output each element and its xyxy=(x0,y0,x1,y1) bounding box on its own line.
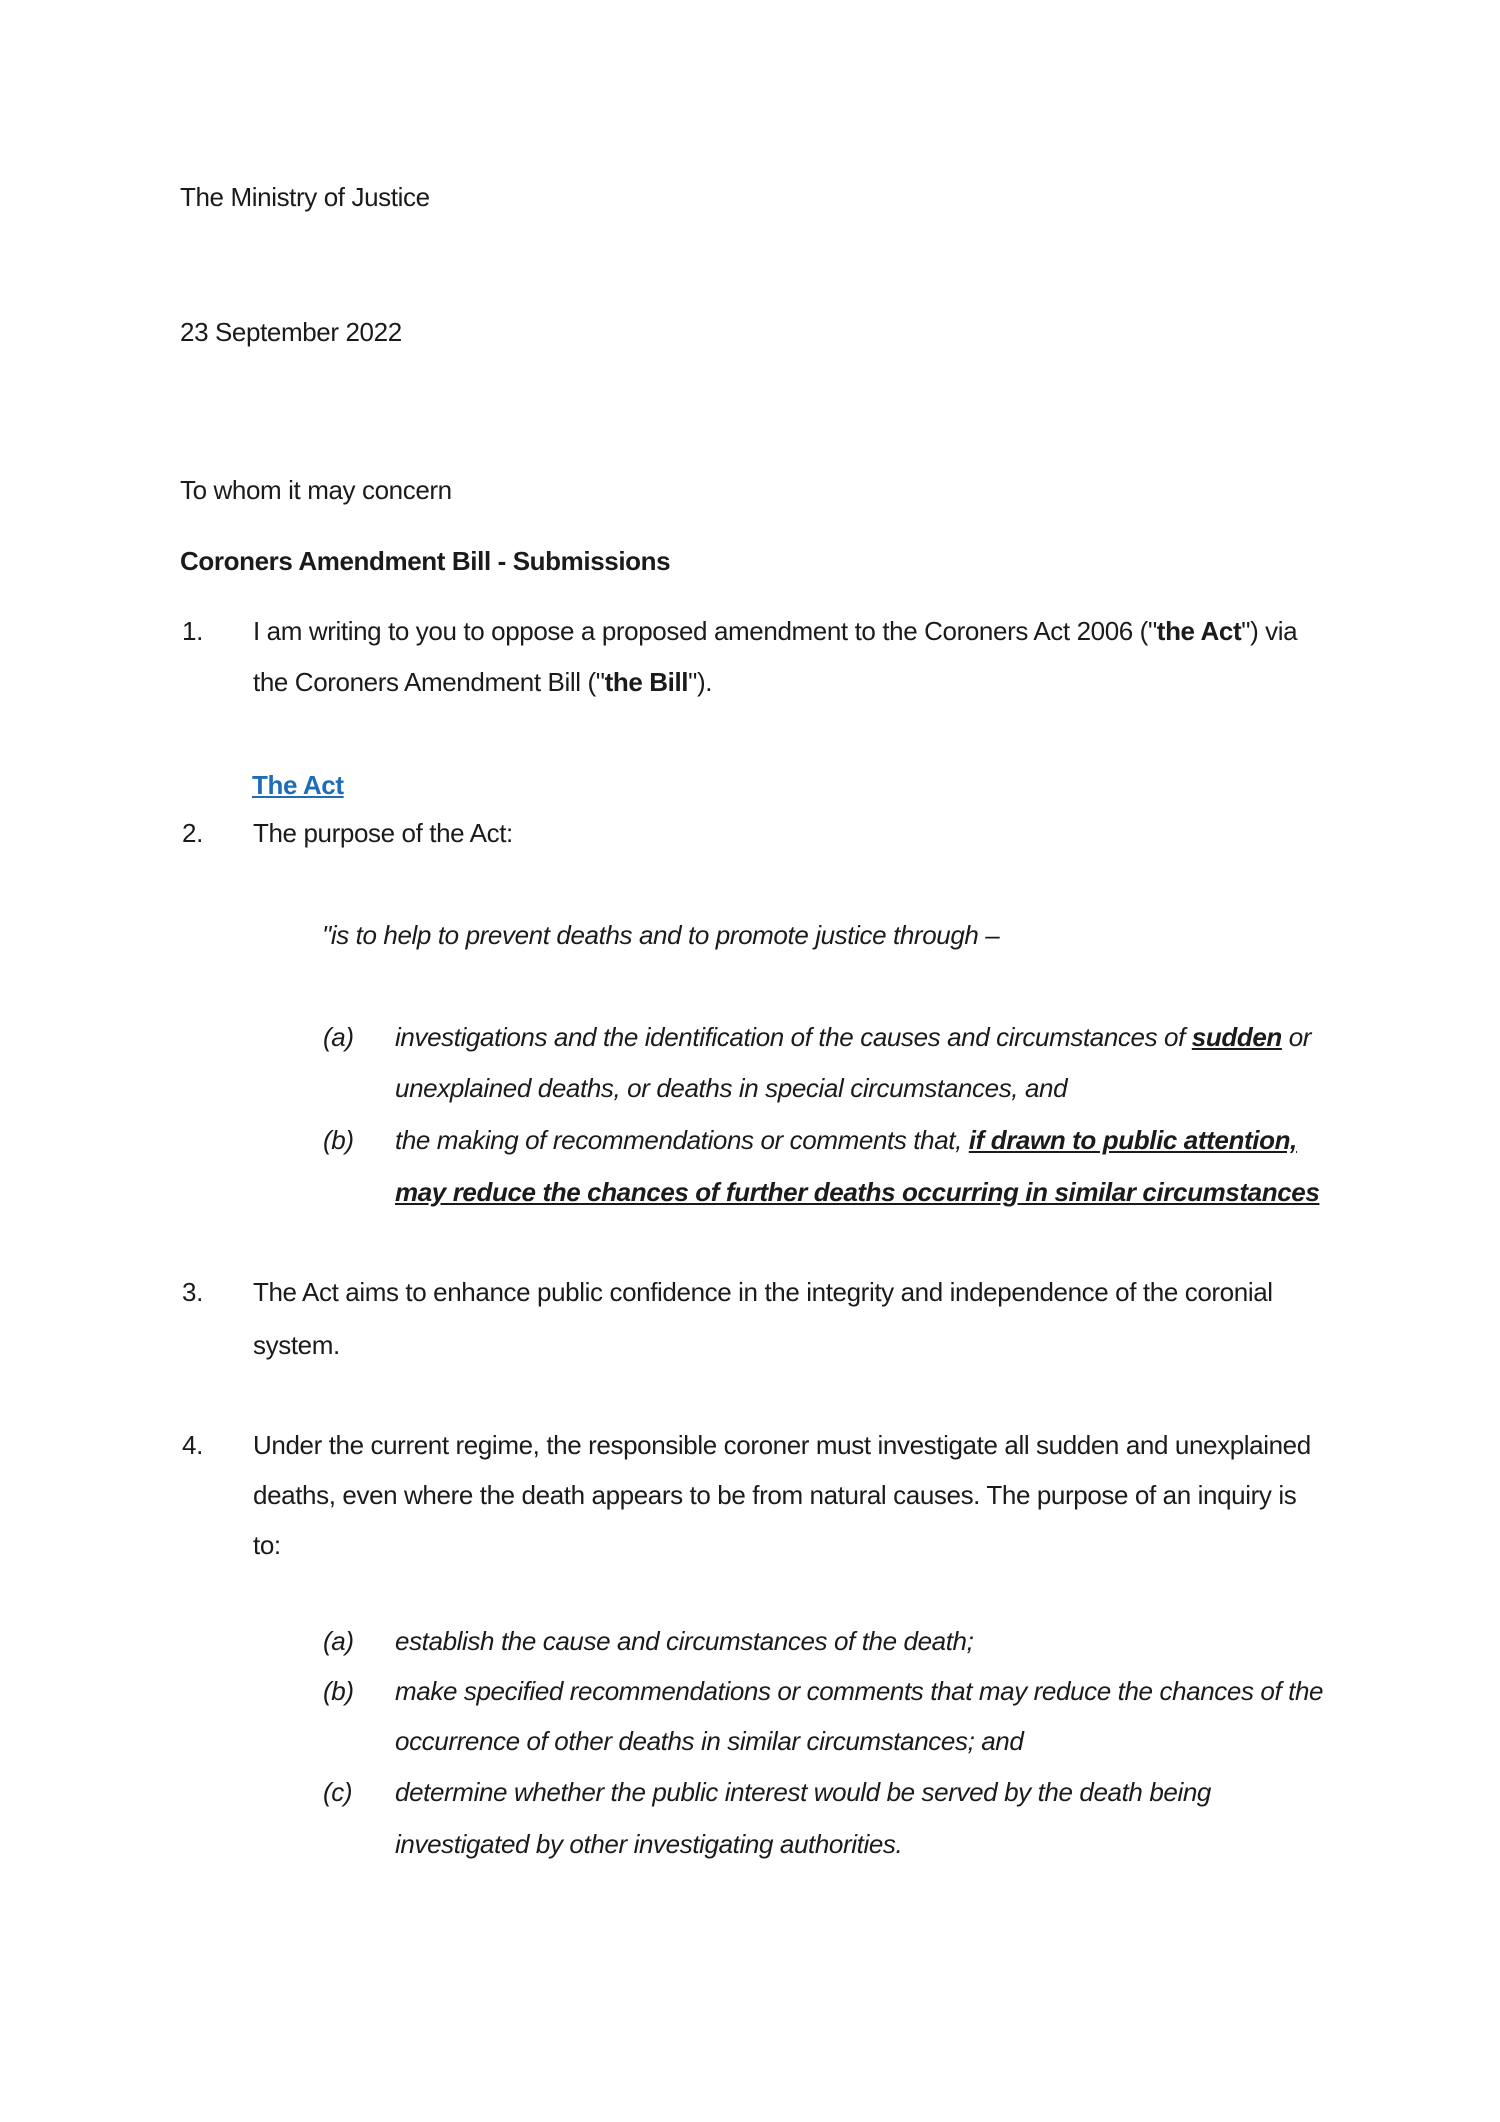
sublist2-a-label: (a) xyxy=(323,1626,354,1656)
sublist1-b-line-1-text: the making of recommendations or comments that, xyxy=(395,1125,969,1155)
item-3-line-1: The Act aims to enhance public confidence in the integrity and independence of the coronial xyxy=(253,1277,1273,1307)
sublist1-a-line-1-text: investigations and the identification of the causes and circumstances of xyxy=(395,1022,1192,1052)
item-1-line-2 xyxy=(253,665,712,699)
item-4-number: 4. xyxy=(182,1430,203,1460)
item-1-line-1 xyxy=(253,614,1297,648)
sublist1-b-label: (b) xyxy=(323,1125,354,1155)
item-4-line-1: Under the current regime, the responsible coroner must investigate all sudden and unexplained xyxy=(253,1430,1311,1460)
sublist2-c-label: (c) xyxy=(323,1777,353,1807)
sublist1-a-line-2: unexplained deaths, or deaths in special circumstances, and xyxy=(395,1073,1068,1103)
item-3-number: 3. xyxy=(182,1277,203,1307)
item-1-line-2-text: the Coroners Amendment Bill (" xyxy=(253,667,605,697)
sublist1-b-line-2 xyxy=(395,1175,1319,1209)
date-line: 23 September 2022 xyxy=(180,317,402,347)
item-1-line-1-tail: ") via xyxy=(1241,616,1298,646)
sublist1-a-line-1 xyxy=(395,1020,1311,1054)
sublist2-a-line-1: establish the cause and circumstances of the death; xyxy=(395,1626,974,1656)
sublist2-b-label: (b) xyxy=(323,1676,354,1706)
statute-quote-line: "is to help to prevent deaths and to promote justice through – xyxy=(322,920,1000,950)
emphasis-if-drawn: if drawn to public attention, xyxy=(968,1125,1297,1155)
sublist2-c-line-1: determine whether the public interest would be served by the death being xyxy=(395,1777,1212,1807)
item-1-line-2-tail: "). xyxy=(688,667,713,697)
sublist1-a-line-1-tail: or xyxy=(1281,1022,1312,1052)
item-2-number: 2. xyxy=(182,818,203,848)
sublist2-b-line-1: make specified recommendations or comments that may reduce the chances of the xyxy=(395,1676,1324,1706)
sublist2-c-line-2: investigated by other investigating authorities. xyxy=(395,1829,903,1859)
item-1-line-1-text: I am writing to you to oppose a proposed amendment to the Coroners Act 2006 (" xyxy=(253,616,1157,646)
sublist1-b-line-1 xyxy=(395,1123,1297,1157)
emphasis-sudden: sudden xyxy=(1191,1022,1282,1052)
item-4-line-3: to: xyxy=(253,1530,281,1560)
item-4-line-2: deaths, even where the death appears to be from natural causes. The purpose of an inquiry is xyxy=(253,1480,1297,1510)
item-2-text: The purpose of the Act: xyxy=(253,818,513,848)
emphasis-may-reduce: may reduce the chances of further deaths occurring in similar circumstances xyxy=(395,1177,1320,1207)
sublist1-a-label: (a) xyxy=(323,1022,354,1052)
section-heading-the-act-row xyxy=(252,768,344,802)
item-3-line-2: system. xyxy=(253,1330,340,1360)
item-1-number: 1. xyxy=(182,616,203,646)
section-heading-the-act-link[interactable]: The Act xyxy=(252,770,344,800)
subject-heading: Coroners Amendment Bill - Submissions xyxy=(180,546,671,576)
defined-term-the-act: the Act xyxy=(1156,616,1242,646)
salutation-line: To whom it may concern xyxy=(180,475,452,505)
defined-term-the-bill: the Bill xyxy=(604,667,689,697)
sublist2-b-line-2: occurrence of other deaths in similar circumstances; and xyxy=(395,1726,1024,1756)
recipient-line: The Ministry of Justice xyxy=(180,182,430,212)
